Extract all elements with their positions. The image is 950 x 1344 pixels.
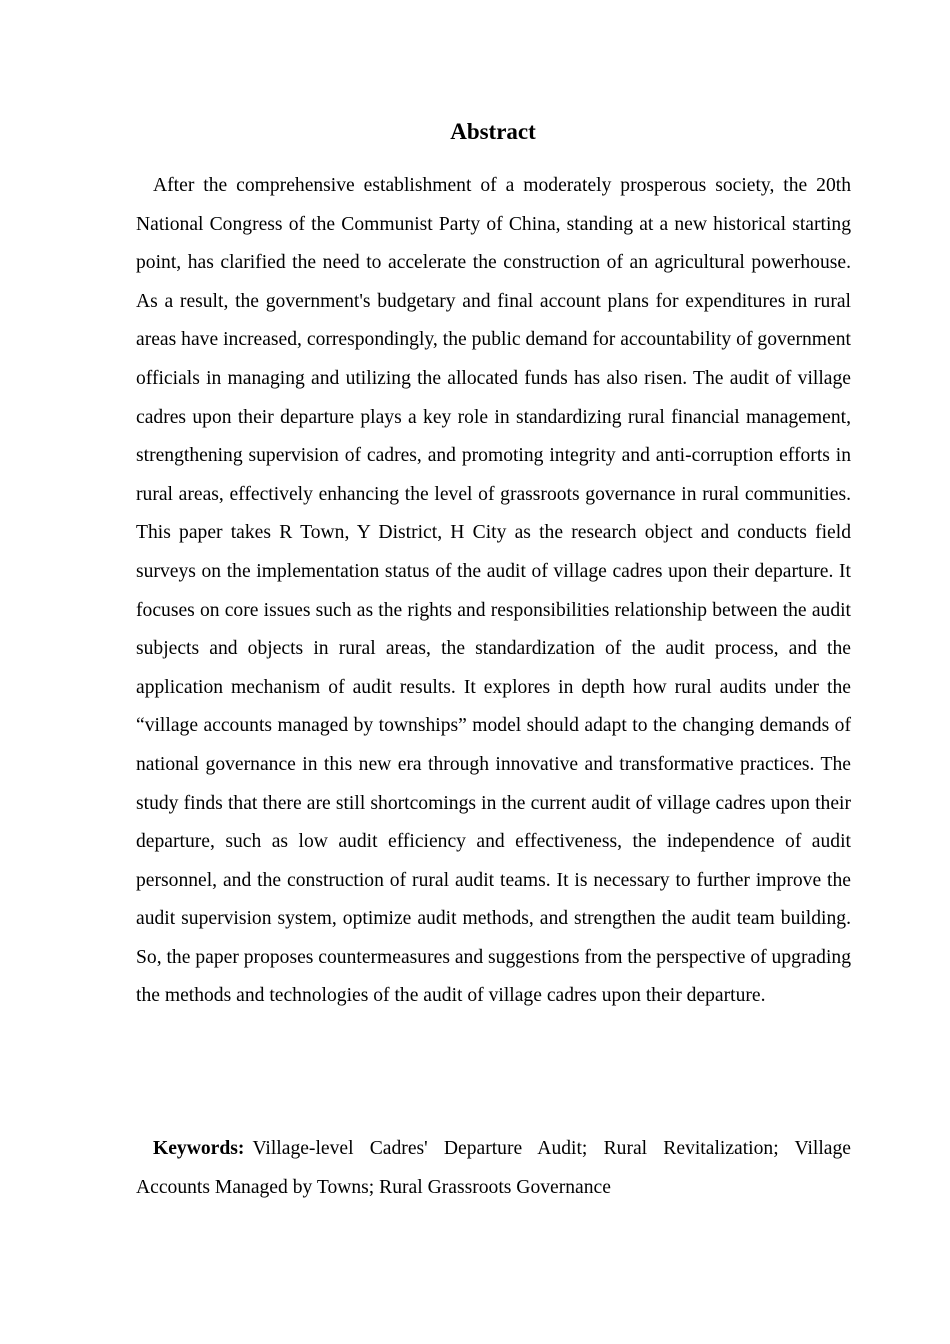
abstract-heading: Abstract — [450, 119, 536, 144]
keywords-label: Keywords: — [153, 1138, 245, 1159]
abstract-paragraph: After the comprehensive establishment of a moderately prosperous society, the 20th National Congress of the Communist Party of China, standing at a new historical starting point, has clarified the need to accelerate the construction of an agricultural powerhouse. As a result, the government's budgetary and final account plans for expenditures in rural areas have increased, correspondingly, the public demand for accountability of government officials in managing and utilizing the allocated funds has also risen. The audit of village cadres upon their departure plays a key role in standardizing rural financial management, strengthening supervision of cadres, and promoting integrity and anti-corruption efforts in rural areas, effectively enhancing the level of grassroots governance in rural communities. This paper takes R Town, Y District, H City as the research object and conducts field surveys on the implementation status of the audit of village cadres upon their departure. It focuses on core issues such as the rights and responsibilities relationship between the audit subjects and objects in rural areas, the standardization of the audit process, and the application mechanism of audit results. It explores in depth how rural audits under the “village accounts managed by townships” model should adapt to the changing demands of national governance in this new era through innovative and transformative practices. The study finds that there are still shortcomings in the current audit of village cadres upon their departure, such as low audit efficiency and effectiveness, the independence of audit personnel, and the construction of rural audit teams. It is necessary to further improve the audit supervision system, optimize audit methods, and strengthen the audit team building. So, the paper proposes countermeasures and suggestions from the perspective of upgrading the methods and technologies of the audit of village cadres upon their departure. — [136, 175, 851, 1007]
keywords-list: Village-level Cadres' Departure Audit; Rural Revitalization; Village Accounts Managed by Towns; Rural Grassroots Governance — [136, 1138, 851, 1198]
keywords-paragraph — [136, 1130, 851, 1207]
